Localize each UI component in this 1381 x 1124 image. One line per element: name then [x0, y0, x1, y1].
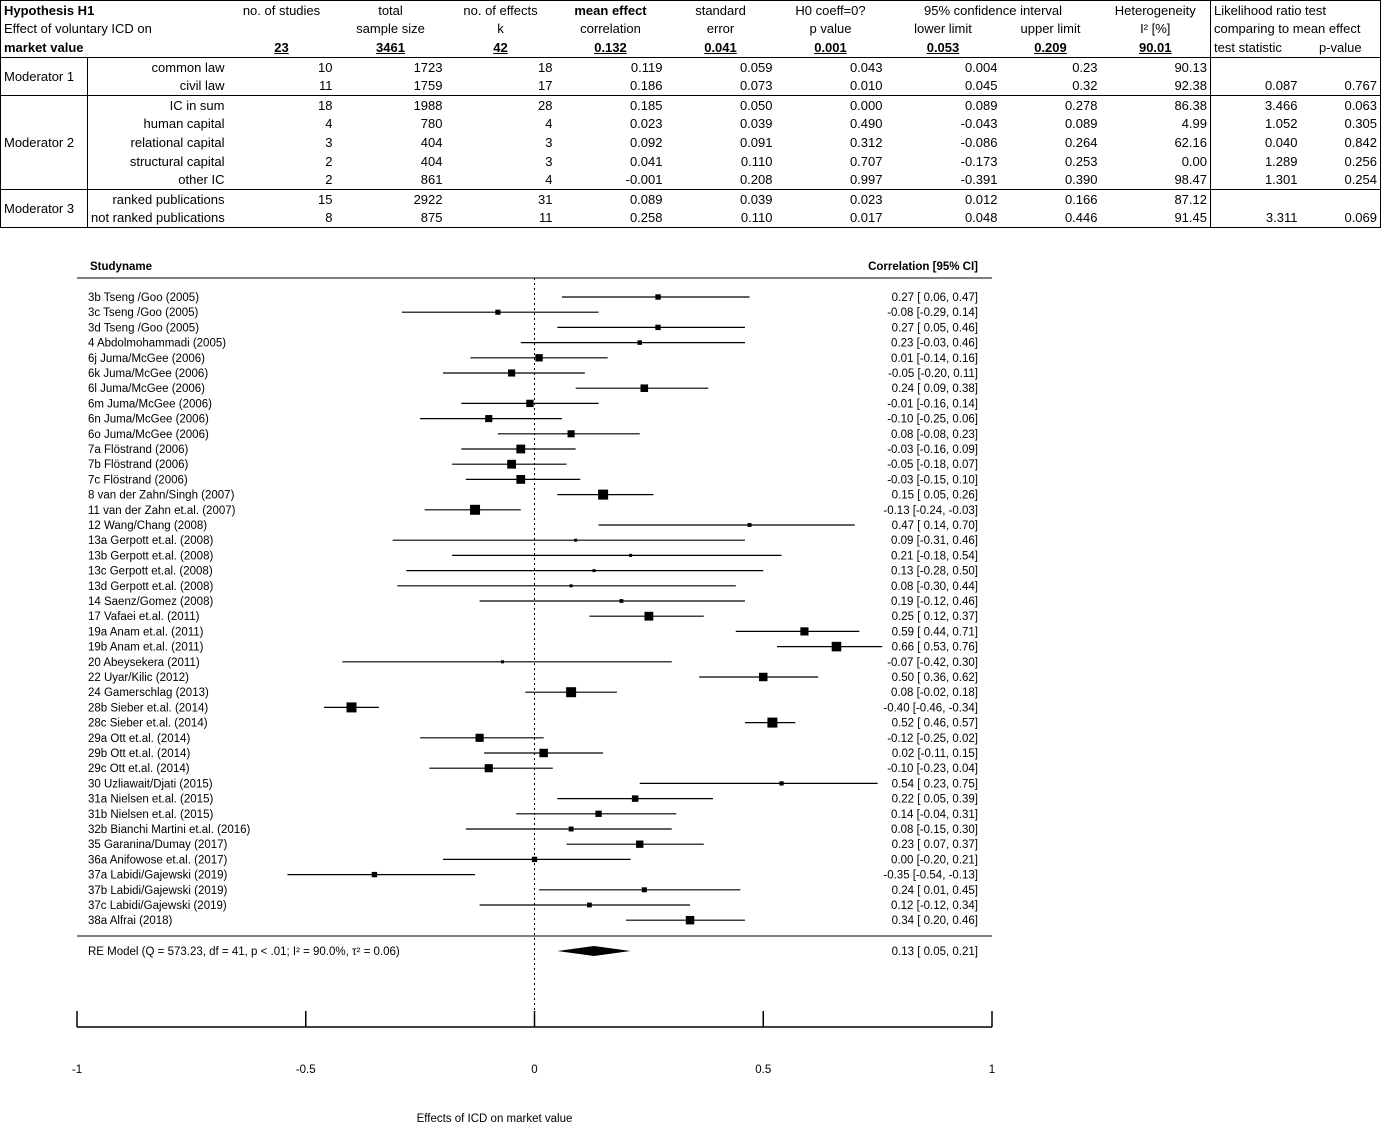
table-row: [1, 189, 1381, 208]
header-cell: no. of studies: [242, 2, 321, 18]
table-cell: 0.089: [886, 95, 1001, 114]
table-cell: 0.017: [849, 210, 883, 226]
effect-ci-label: 0.59 [ 0.44, 0.71]: [891, 626, 978, 639]
effect-ci-label: 0.02 [-0.11, 0.15]: [891, 748, 978, 760]
table-cell: 0.997: [849, 172, 883, 188]
table-cell: 8: [325, 210, 333, 226]
lr-p-value: [1301, 189, 1381, 208]
summary-ci-label: 0.13 [ 0.05, 0.21]: [891, 946, 978, 958]
lr-statistic: 1.052: [1211, 115, 1301, 134]
study-label: 31b Nielsen et.al. (2015): [88, 808, 214, 821]
table-cell: 0.092: [629, 134, 663, 150]
table-cell: 0.043: [776, 57, 886, 76]
table-cell: 0.073: [739, 78, 773, 94]
header-cell: 95% confidence interval: [923, 2, 1063, 18]
lr-p-value: 0.063: [1301, 95, 1381, 114]
table-cell: 0.186: [629, 78, 663, 94]
table-row: [1, 1, 1381, 20]
moderator-level: civil law: [179, 78, 225, 94]
table-cell: 28: [446, 95, 556, 114]
table-cell: 31: [446, 189, 556, 208]
table-cell: 10: [228, 57, 336, 76]
table-cell: 18: [228, 95, 336, 114]
table-row: [1, 170, 1381, 189]
moderator-level: common law: [88, 57, 228, 76]
effect-marker: [655, 294, 660, 299]
effect-ci-label: 0.27 [ 0.06, 0.47]: [891, 292, 978, 304]
study-label: 38a Alfrai (2018): [88, 915, 173, 928]
effect-ci-label: -0.08 [-0.29, 0.14]: [887, 307, 978, 320]
lr-p-value: 0.767: [1344, 78, 1378, 94]
table-row: [1, 133, 1381, 152]
effect-marker: [595, 811, 601, 817]
table-cell: 1723: [336, 57, 446, 76]
effect-ci-label: 0.23 [ 0.07, 0.37]: [891, 839, 978, 852]
effect-ci-label: 0.27 [ 0.05, 0.46]: [891, 322, 978, 335]
study-label: 6k Juma/McGee (2006): [88, 368, 209, 380]
moderator-level: IC in sum: [88, 95, 228, 114]
x-tick-label: -0.5: [295, 1064, 316, 1076]
moderator-name: Moderator 2: [1, 95, 88, 189]
table-cell: 0.045: [964, 78, 998, 94]
effect-ci-label: -0.07 [-0.42, 0.30]: [887, 656, 978, 669]
effect-marker: [507, 460, 516, 469]
column-header-study: Studyname: [90, 261, 152, 273]
study-label: 28c Sieber et.al. (2014): [88, 717, 208, 730]
moderator-name: Moderator 1: [1, 57, 88, 95]
study-label: 36a Anifowose et.al. (2017): [88, 854, 228, 867]
header-cell: upper limit: [1020, 21, 1081, 37]
effect-ci-label: 0.23 [-0.03, 0.46]: [891, 337, 978, 350]
table-cell: 15: [228, 189, 336, 208]
x-tick-label: 0.5: [755, 1064, 772, 1076]
effect-ci-label: 0.15 [ 0.05, 0.26]: [891, 489, 978, 502]
effect-marker: [539, 749, 547, 757]
moderator-level: not ranked publications: [91, 210, 225, 226]
study-label: 37b Labidi/Gajewski (2019): [88, 884, 228, 897]
table-cell: 780: [420, 116, 443, 132]
effect-marker: [569, 827, 574, 832]
table-cell: 92.38: [1174, 78, 1207, 94]
summary-diamond: [557, 946, 630, 956]
study-label: 30 Uzliawait/Djati (2015): [88, 778, 213, 791]
effect-marker: [574, 539, 577, 542]
header-cell: lower limit: [914, 21, 972, 37]
table-cell: 404: [420, 153, 443, 169]
effect-ci-label: 0.22 [ 0.05, 0.39]: [891, 793, 978, 806]
effect-ci-label: -0.03 [-0.15, 0.10]: [887, 474, 978, 487]
table-subtitle: Effect of voluntary ICD on: [4, 21, 152, 37]
x-tick-label: -1: [71, 1064, 83, 1076]
study-label: 6j Juma/McGee (2006): [88, 352, 205, 365]
study-label: 7b Flöstrand (2006): [88, 459, 189, 472]
table-cell: 0.010: [849, 78, 883, 94]
effect-marker: [485, 415, 492, 422]
table-cell: 0.039: [739, 116, 773, 132]
effect-ci-label: -0.40 [-0.46, -0.34]: [883, 702, 978, 715]
effect-marker: [495, 310, 500, 315]
effect-ci-label: -0.10 [-0.23, 0.04]: [887, 763, 978, 776]
effect-marker: [759, 673, 767, 681]
effect-marker: [629, 554, 632, 557]
table-cell: 875: [420, 210, 443, 226]
effect-marker: [470, 505, 480, 515]
overall-value: 23: [228, 38, 336, 57]
study-label: 3c Tseng /Goo (2005): [88, 307, 199, 320]
study-label: 6m Juma/McGee (2006): [88, 398, 212, 411]
table-cell: 11: [319, 78, 333, 94]
lr-header: comparing to mean effect: [1211, 20, 1381, 39]
table-cell: -0.173: [960, 153, 998, 169]
table-cell: 62.16: [1174, 134, 1207, 150]
lr-header: p-value: [1301, 38, 1381, 57]
study-label: 37a Labidi/Gajewski (2019): [88, 869, 228, 882]
effect-ci-label: 0.14 [-0.04, 0.31]: [891, 808, 978, 821]
effect-marker: [632, 795, 638, 801]
effect-marker: [508, 369, 515, 376]
table-cell: 0.00: [1181, 153, 1207, 169]
effect-marker: [347, 702, 357, 712]
study-label: 19a Anam et.al. (2011): [88, 626, 204, 639]
effect-ci-label: -0.35 [-0.54, -0.13]: [883, 869, 978, 882]
effect-ci-label: 0.08 [-0.02, 0.18]: [891, 687, 978, 700]
effect-marker: [535, 354, 542, 361]
table-cell: 91.45: [1174, 210, 1207, 226]
table-row: [1, 95, 1381, 114]
table-cell: 3: [545, 134, 553, 150]
table-row: [1, 57, 1381, 76]
table-cell: 4.99: [1181, 116, 1207, 132]
header-cell: correlation: [580, 21, 641, 37]
header-cell: error: [706, 21, 735, 37]
table-cell: 0.039: [666, 189, 776, 208]
lr-p-value: 0.842: [1344, 134, 1378, 150]
table-cell: 1759: [413, 78, 443, 94]
table-cell: 2922: [336, 189, 446, 208]
lr-statistic: 3.466: [1211, 95, 1301, 114]
effect-marker: [587, 903, 592, 908]
effect-ci-label: 0.50 [ 0.36, 0.62]: [891, 672, 978, 684]
study-label: 35 Garanina/Dumay (2017): [88, 839, 228, 852]
table-row: [1, 152, 1381, 171]
table-cell: 17: [538, 78, 553, 94]
table-cell: 0.000: [776, 95, 886, 114]
effect-marker: [779, 781, 783, 785]
moderator-level: ranked publications: [88, 189, 228, 208]
effect-ci-label: 0.19 [-0.12, 0.46]: [891, 596, 978, 608]
table-cell: 1988: [336, 95, 446, 114]
table-cell: 98.47: [1174, 172, 1207, 188]
effect-ci-label: -0.13 [-0.24, -0.03]: [883, 504, 978, 517]
header-cell: standard: [695, 2, 746, 18]
x-axis-label: Effects of ICD on market value: [416, 1113, 573, 1124]
header-cell: total: [378, 2, 403, 18]
moderator-level: relational capital: [130, 134, 225, 150]
table-subtitle: market value: [1, 38, 228, 57]
study-label: 7c Flöstrand (2006): [88, 474, 188, 487]
effect-marker: [566, 687, 576, 697]
study-label: 24 Gamerschlag (2013): [88, 687, 209, 700]
study-label: 19b Anam et.al. (2011): [88, 641, 204, 654]
table-cell: 0.041: [629, 153, 663, 169]
table-cell: 2: [325, 172, 333, 188]
effect-ci-label: -0.03 [-0.16, 0.09]: [887, 444, 978, 456]
table-cell: 0.004: [886, 57, 1001, 76]
study-label: 28b Sieber et.al. (2014): [88, 702, 209, 715]
study-label: 13d Gerpott et.al. (2008): [88, 580, 214, 593]
study-label: 11 van der Zahn et.al. (2007): [88, 504, 236, 517]
effect-marker: [644, 612, 653, 621]
study-label: 6l Juma/McGee (2006): [88, 383, 205, 396]
effect-ci-label: 0.47 [ 0.14, 0.70]: [891, 520, 978, 532]
table-cell: 11: [539, 210, 553, 226]
table-cell: 4: [325, 116, 333, 132]
table-cell: 0.23: [1001, 57, 1101, 76]
table-cell: 2: [325, 153, 333, 169]
lr-statistic: 1.289: [1211, 152, 1301, 171]
header-cell: sample size: [356, 21, 425, 37]
effect-marker: [598, 490, 608, 500]
study-label: 32b Bianchi Martini et.al. (2016): [88, 824, 251, 836]
effect-ci-label: 0.13 [-0.28, 0.50]: [891, 565, 978, 578]
lr-p-value: 0.305: [1344, 116, 1378, 132]
study-label: 7a Flöstrand (2006): [88, 444, 189, 456]
effect-ci-label: 0.12 [-0.12, 0.34]: [891, 900, 978, 912]
moderator-level: human capital: [143, 116, 225, 132]
effect-ci-label: 0.25 [ 0.12, 0.37]: [891, 611, 978, 624]
meta-analysis-table: [0, 0, 1381, 228]
effect-ci-label: -0.12 [-0.25, 0.02]: [887, 732, 978, 745]
lr-statistic: 3.311: [1211, 209, 1301, 228]
forest-plot: [0, 240, 1381, 1124]
study-label: 13c Gerpott et.al. (2008): [88, 565, 213, 578]
table-cell: 0.707: [849, 153, 883, 169]
table-title: Hypothesis H1: [4, 2, 95, 18]
table-row: [1, 38, 1381, 57]
table-cell: 0.32: [1072, 78, 1098, 94]
study-label: 12 Wang/Chang (2008): [88, 520, 208, 532]
effect-marker: [516, 475, 525, 484]
effect-ci-label: 0.34 [ 0.20, 0.46]: [891, 915, 978, 928]
effect-ci-label: 0.00 [-0.20, 0.21]: [891, 854, 978, 867]
overall-value: 42: [446, 38, 556, 57]
table-row: [1, 115, 1381, 134]
effect-marker: [686, 916, 694, 924]
effect-marker: [641, 384, 649, 392]
table-cell: 0.208: [739, 172, 773, 188]
table-cell: 404: [420, 134, 443, 150]
table-cell: 0.278: [1001, 95, 1101, 114]
overall-value: 0.041: [666, 38, 776, 57]
table-cell: 0.119: [556, 57, 666, 76]
effect-marker: [516, 445, 525, 454]
lr-p-value: [1301, 57, 1381, 76]
table-cell: 0.050: [666, 95, 776, 114]
effect-marker: [485, 764, 493, 772]
effect-ci-label: 0.09 [-0.31, 0.46]: [891, 535, 978, 548]
header-cell: no. of effects: [463, 2, 538, 18]
overall-value: 0.132: [556, 38, 666, 57]
study-label: 8 van der Zahn/Singh (2007): [88, 489, 235, 502]
table-cell: 4: [545, 116, 553, 132]
study-label: 22 Uyar/Kilic (2012): [88, 672, 189, 684]
table-cell: 3: [545, 153, 553, 169]
lr-statistic: 0.087: [1211, 76, 1301, 95]
table-cell: 87.12: [1101, 189, 1211, 208]
header-cell: Heterogeneity: [1114, 2, 1196, 18]
table-cell: 3: [325, 134, 333, 150]
effect-marker: [526, 400, 533, 407]
table-cell: 0.253: [1064, 153, 1098, 169]
table-cell: 0.089: [556, 189, 666, 208]
table-cell: 0.012: [886, 189, 1001, 208]
table-cell: 0.059: [666, 57, 776, 76]
lr-header: test statistic: [1211, 38, 1301, 57]
table-cell: 861: [420, 172, 443, 188]
study-label: 17 Vafaei et.al. (2011): [88, 611, 200, 624]
table-cell: 0.023: [629, 116, 663, 132]
column-header-effect: Correlation [95% CI]: [868, 261, 978, 273]
effect-marker: [568, 430, 575, 437]
study-label: 29c Ott et.al. (2014): [88, 763, 190, 776]
study-label: 37c Labidi/Gajewski (2019): [88, 900, 227, 912]
effect-ci-label: 0.08 [-0.15, 0.30]: [891, 824, 978, 836]
effect-marker: [592, 569, 595, 572]
table-row: [1, 209, 1381, 228]
table-cell: 0.185: [556, 95, 666, 114]
table-cell: 0.390: [1064, 172, 1098, 188]
study-label: 6o Juma/McGee (2006): [88, 428, 209, 441]
effect-ci-label: -0.05 [-0.20, 0.11]: [888, 368, 978, 380]
effect-marker: [620, 599, 624, 603]
lr-p-value: 0.254: [1344, 172, 1378, 188]
header-cell: [228, 20, 336, 39]
overall-value: 0.001: [776, 38, 886, 57]
table-cell: 18: [446, 57, 556, 76]
table-cell: 0.089: [1064, 116, 1098, 132]
effect-ci-label: 0.24 [ 0.09, 0.38]: [891, 383, 978, 396]
study-label: 31a Nielsen et.al. (2015): [88, 793, 214, 806]
lr-header: Likelihood ratio test: [1211, 1, 1381, 20]
table-cell: 0.110: [740, 210, 773, 226]
table-row: [1, 76, 1381, 95]
header-cell: H0 coeff=0?: [795, 2, 866, 18]
effect-ci-label: 0.54 [ 0.23, 0.75]: [891, 778, 978, 791]
effect-ci-label: -0.01 [-0.16, 0.14]: [887, 398, 978, 411]
overall-value: 90.01: [1101, 38, 1211, 57]
table-cell: 0.264: [1064, 134, 1098, 150]
table-cell: 0.490: [849, 116, 883, 132]
lr-p-value: 0.069: [1344, 210, 1378, 226]
table-cell: 86.38: [1101, 95, 1211, 114]
effect-marker: [767, 718, 777, 728]
table-cell: 0.110: [740, 153, 773, 169]
effect-ci-label: 0.08 [-0.08, 0.23]: [891, 428, 978, 441]
effect-marker: [655, 325, 660, 330]
effect-ci-label: -0.10 [-0.25, 0.06]: [887, 413, 978, 426]
table-cell: 0.258: [629, 210, 663, 226]
effect-ci-label: 0.21 [-0.18, 0.54]: [891, 550, 978, 563]
table-row: [1, 20, 1381, 39]
header-cell: mean effect: [574, 2, 647, 18]
x-tick-label: 1: [988, 1064, 996, 1076]
study-label: 20 Abeysekera (2011): [88, 656, 200, 669]
effect-marker: [636, 841, 643, 848]
table-cell: 0.166: [1001, 189, 1101, 208]
table-cell: 0.048: [964, 210, 998, 226]
effect-marker: [501, 660, 504, 663]
x-tick-label: 0: [531, 1064, 538, 1076]
study-label: 13a Gerpott et.al. (2008): [88, 535, 214, 548]
moderator-name: Moderator 3: [1, 189, 88, 227]
study-label: 4 Abdolmohammadi (2005): [88, 337, 227, 350]
effect-marker: [476, 734, 484, 742]
overall-value: 3461: [336, 38, 446, 57]
table-cell: 4: [545, 172, 553, 188]
table-cell: -0.086: [960, 134, 998, 150]
study-label: 3b Tseng /Goo (2005): [88, 292, 200, 304]
study-label: 3d Tseng /Goo (2005): [88, 322, 200, 335]
lr-statistic: [1211, 57, 1301, 76]
effect-marker: [570, 584, 573, 587]
summary-label: RE Model (Q = 573.23, df = 41, p < .01; I² = 90.0%, τ² = 0.06): [88, 946, 400, 958]
table-cell: -0.001: [625, 172, 663, 188]
effect-marker: [748, 523, 752, 527]
effect-ci-label: 0.24 [ 0.01, 0.45]: [891, 884, 978, 897]
header-cell: I² [%]: [1140, 21, 1171, 37]
effect-marker: [532, 857, 537, 862]
effect-marker: [832, 642, 842, 652]
table-cell: -0.391: [960, 172, 998, 188]
lr-statistic: [1211, 189, 1301, 208]
lr-statistic: 1.301: [1211, 170, 1301, 189]
overall-value: 0.053: [886, 38, 1001, 57]
table-cell: 90.13: [1101, 57, 1211, 76]
effect-marker: [637, 340, 641, 344]
study-label: 6n Juma/McGee (2006): [88, 413, 209, 426]
effect-ci-label: 0.08 [-0.30, 0.44]: [891, 580, 978, 593]
study-label: 29b Ott et.al. (2014): [88, 748, 191, 760]
lr-statistic: 0.040: [1211, 133, 1301, 152]
effect-marker: [642, 887, 647, 892]
table-cell: 0.023: [776, 189, 886, 208]
header-cell: p value: [809, 21, 852, 37]
study-label: 29a Ott et.al. (2014): [88, 732, 191, 745]
lr-p-value: 0.256: [1344, 153, 1378, 169]
header-cell: k: [497, 21, 504, 37]
effect-ci-label: 0.66 [ 0.53, 0.76]: [891, 641, 978, 654]
moderator-level: structural capital: [129, 153, 225, 169]
table-cell: 0.091: [739, 134, 773, 150]
study-label: 14 Saenz/Gomez (2008): [88, 596, 214, 608]
effect-marker: [800, 627, 808, 635]
effect-marker: [372, 872, 377, 877]
table-cell: -0.043: [960, 116, 998, 132]
effect-ci-label: -0.05 [-0.18, 0.07]: [887, 459, 978, 472]
moderator-level: other IC: [178, 172, 225, 188]
study-label: 13b Gerpott et.al. (2008): [88, 550, 214, 563]
effect-ci-label: 0.01 [-0.14, 0.16]: [891, 352, 978, 365]
table-cell: 0.312: [849, 134, 883, 150]
overall-value: 0.209: [1001, 38, 1101, 57]
table-cell: 0.446: [1064, 210, 1098, 226]
effect-ci-label: 0.52 [ 0.46, 0.57]: [891, 717, 978, 730]
